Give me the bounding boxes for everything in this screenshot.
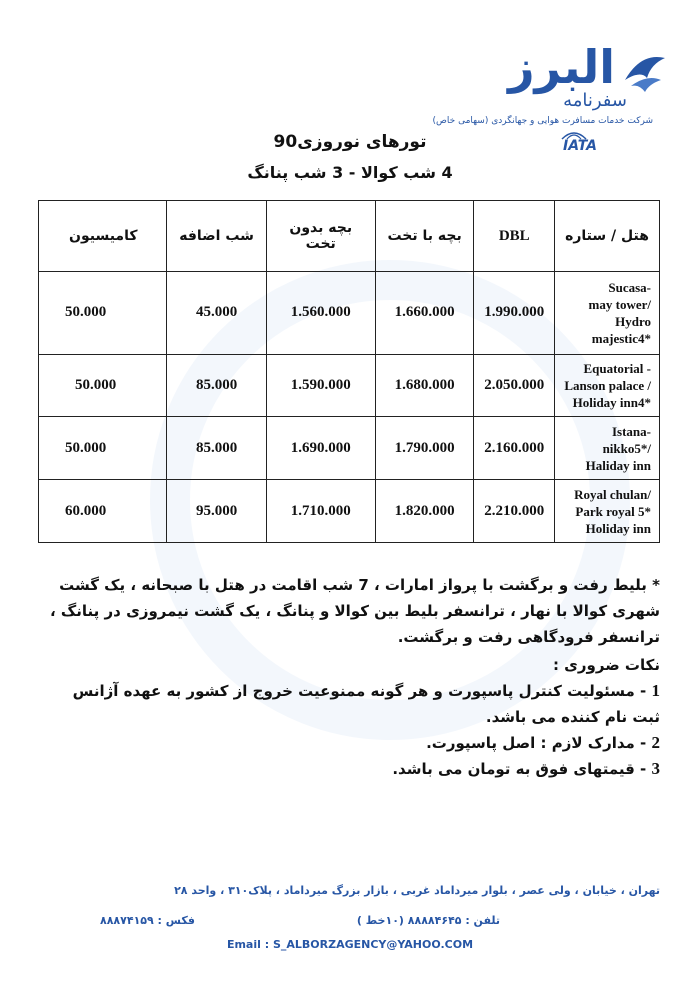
hotel-line: Haliday inn [585, 457, 651, 473]
child-nobed-cell: 1.560.000 [266, 272, 375, 355]
extra-night-cell: 95.000 [167, 480, 266, 543]
header-hotel: هتل / ستاره [555, 201, 660, 272]
commission-cell: 60.000 [39, 480, 167, 543]
logo-bird-icon [621, 50, 667, 96]
hotel-line: Park royal 5* [575, 503, 651, 519]
table-row [39, 480, 660, 543]
note-text: - مسئولیت کنترل پاسپورت و هر گونه ممنوعیت خروج از کشور به عهده آژانس ثبت نام کننده می باشد. [72, 682, 660, 726]
footer-phone: تلفن : ۸۸۸۸۴۶۴۵ (۱۰خط ) [356, 914, 500, 927]
child-nobed-cell: 1.690.000 [266, 417, 375, 480]
commission-cell: 50.000 [39, 417, 167, 480]
table-row [39, 417, 660, 480]
note-text: - قیمتهای فوق به تومان می باشد. [392, 760, 652, 778]
commission-cell: 50.000 [39, 354, 167, 417]
child-nobed-cell: 1.710.000 [266, 480, 375, 543]
note-number: 2 [651, 733, 660, 752]
logo-brand: البرز [508, 40, 615, 94]
hotel-line: may tower/ [588, 296, 651, 312]
dbl-cell: 2.160.000 [474, 417, 555, 480]
hotel-cell [555, 354, 660, 417]
footer-email: Email : S_ALBORZAGENCY@YAHOO.COM [226, 938, 474, 951]
extra-night-cell: 85.000 [167, 417, 266, 480]
page-title: تورهای نوروزی90 [273, 132, 427, 152]
child-bed-cell: 1.820.000 [375, 480, 474, 543]
hotel-cell [555, 480, 660, 543]
hotel-line: Holiday inn4* [572, 394, 651, 410]
child-bed-cell: 1.660.000 [375, 272, 474, 355]
table-row [39, 354, 660, 417]
hotel-line: Equatorial - [583, 360, 651, 376]
extra-night-cell: 45.000 [167, 272, 266, 355]
child-nobed-cell: 1.590.000 [266, 354, 375, 417]
notes-section [40, 572, 660, 782]
footer-fax: فکس : ۸۸۸۷۴۱۵۹ [100, 914, 195, 927]
extra-night-cell: 85.000 [167, 354, 266, 417]
table-header-row [39, 201, 660, 272]
note-item [40, 756, 660, 782]
note-item [40, 678, 660, 730]
table-row [39, 272, 660, 355]
hotel-line: Holiday inn [585, 520, 651, 536]
commission-cell: 50.000 [39, 272, 167, 355]
logo-description: شرکت خدمات مسافرت هوایی و جهانگردی (سهامی خاص) [432, 116, 653, 126]
hotel-line: Sucasa- [608, 279, 651, 295]
page-subtitle: 4 شب کوالا - 3 شب پنانگ [247, 163, 453, 182]
logo-subtitle: سفرنامه [563, 90, 627, 111]
hotel-line: Hydro majestic4* [591, 313, 651, 346]
note-item [40, 730, 660, 756]
note-text: - مدارک لازم : اصل پاسپورت. [426, 734, 652, 752]
hotel-line: Royal chulan/ [574, 486, 651, 502]
header-extra-night: شب اضافه [167, 201, 266, 272]
hotel-line: Istana- [611, 423, 651, 439]
hotel-cell [555, 417, 660, 480]
dbl-cell: 2.050.000 [474, 354, 555, 417]
header-dbl: DBL [474, 201, 555, 272]
header-child-nobed: بچه بدون تخت [266, 201, 375, 272]
header-commission: کامیسیون [39, 201, 167, 272]
footer-address: تهران ، خیابان ، ولی عصر ، بلوار میرداماد غربی ، بازار بزرگ میرداماد ، پلاک۳۱۰ ، واحد ۲۸ [174, 884, 660, 897]
note-number: 1 [651, 681, 660, 700]
notes-heading: نکات ضروری : [552, 656, 660, 674]
iata-logo: IATA [562, 138, 597, 154]
child-bed-cell: 1.680.000 [375, 354, 474, 417]
dbl-cell: 2.210.000 [474, 480, 555, 543]
services-text: * بلیط رفت و برگشت با پرواز امارات ، 7 شب اقامت در هتل با صبحانه ، یک گشت شهری کوالا با نهار ، ترانسفر بلیط بین کوالا و پنانگ ، یک گشت نیمروزی در پنانگ ، ترانسفر فرودگاهی رفت و برگشت. [50, 576, 660, 646]
note-number: 3 [651, 759, 660, 778]
price-table [38, 200, 660, 543]
dbl-cell: 1.990.000 [474, 272, 555, 355]
header-child-bed: بچه با تخت [375, 201, 474, 272]
hotel-line: nikko5*/ [602, 440, 651, 456]
hotel-cell [555, 272, 660, 355]
child-bed-cell: 1.790.000 [375, 417, 474, 480]
hotel-line: Lanson palace / [564, 377, 651, 393]
